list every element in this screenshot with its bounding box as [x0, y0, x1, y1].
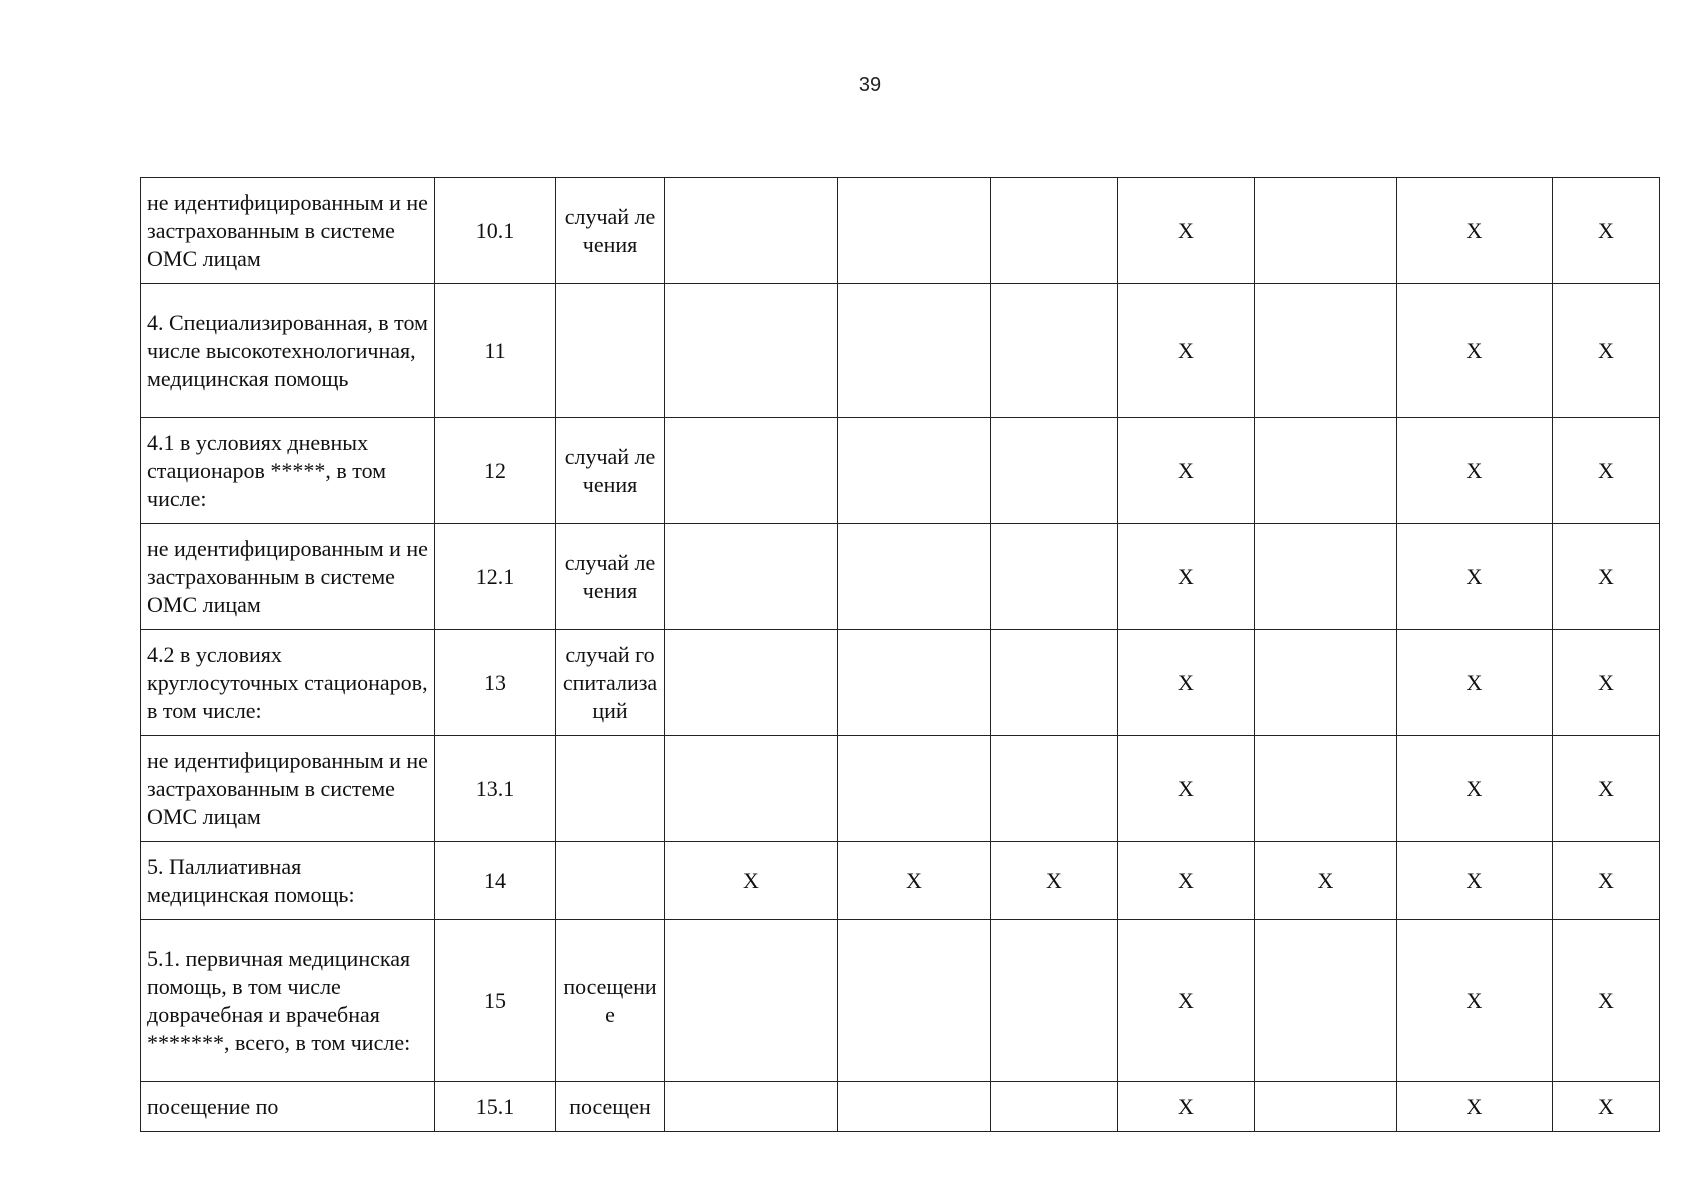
value-cell: X — [1553, 178, 1660, 284]
value-cell: X — [1118, 284, 1255, 418]
value-cell: X — [1397, 920, 1553, 1082]
value-cell — [991, 736, 1118, 842]
row-code: 15.1 — [435, 1082, 556, 1132]
value-cell: X — [1118, 524, 1255, 630]
row-label: 5. Паллиативная медицинская помощь: — [141, 842, 435, 920]
value-cell: X — [1553, 524, 1660, 630]
value-cell — [991, 524, 1118, 630]
value-cell — [665, 1082, 838, 1132]
value-cell: X — [1118, 630, 1255, 736]
value-cell: X — [1397, 1082, 1553, 1132]
value-cell: X — [1553, 920, 1660, 1082]
row-unit — [556, 284, 665, 418]
row-code: 12.1 — [435, 524, 556, 630]
value-cell — [665, 630, 838, 736]
value-cell — [838, 736, 991, 842]
value-cell — [838, 178, 991, 284]
value-cell — [838, 418, 991, 524]
value-cell — [991, 1082, 1118, 1132]
value-cell: X — [1397, 842, 1553, 920]
value-cell — [665, 736, 838, 842]
value-cell: X — [1118, 920, 1255, 1082]
value-cell — [991, 178, 1118, 284]
value-cell — [991, 920, 1118, 1082]
table-row — [141, 178, 1660, 284]
row-unit — [556, 736, 665, 842]
value-cell: X — [1118, 418, 1255, 524]
value-cell: X — [1553, 418, 1660, 524]
table-row — [141, 842, 1660, 920]
value-cell — [665, 524, 838, 630]
value-cell — [1255, 418, 1397, 524]
value-cell — [1255, 920, 1397, 1082]
value-cell: X — [838, 842, 991, 920]
row-unit: посещение — [556, 920, 665, 1082]
value-cell — [665, 178, 838, 284]
row-unit: случай госпитализаций — [556, 630, 665, 736]
value-cell: X — [1397, 630, 1553, 736]
value-cell — [1255, 178, 1397, 284]
value-cell — [1255, 524, 1397, 630]
value-cell: X — [991, 842, 1118, 920]
table-row — [141, 418, 1660, 524]
row-unit: случай лечения — [556, 524, 665, 630]
row-code: 10.1 — [435, 178, 556, 284]
table-row — [141, 630, 1660, 736]
value-cell: X — [1118, 178, 1255, 284]
value-cell: X — [1397, 178, 1553, 284]
value-cell — [838, 524, 991, 630]
row-code: 13.1 — [435, 736, 556, 842]
value-cell: X — [1118, 1082, 1255, 1132]
row-label: 5.1. первичная медицинская помощь, в том числе доврачебная и врачебная *******, всего, в том числе: — [141, 920, 435, 1082]
row-label: 4. Специализированная, в том числе высокотехнологичная, медицинская помощь — [141, 284, 435, 418]
value-cell — [1255, 1082, 1397, 1132]
row-label: 4.1 в условиях дневных стационаров *****, в том числе: — [141, 418, 435, 524]
row-unit: посещен — [556, 1082, 665, 1132]
row-unit: случай лечения — [556, 178, 665, 284]
value-cell: X — [1118, 842, 1255, 920]
page-number: 39 — [858, 74, 882, 96]
row-label: посещение по — [141, 1082, 435, 1132]
table-row — [141, 284, 1660, 418]
value-cell: X — [1397, 524, 1553, 630]
value-cell: X — [1553, 842, 1660, 920]
value-cell: X — [1397, 418, 1553, 524]
row-label: 4.2 в условиях круглосуточных стационаров, в том числе: — [141, 630, 435, 736]
row-label: не идентифицированным и не застрахованным в системе ОМС лицам — [141, 524, 435, 630]
value-cell — [838, 284, 991, 418]
row-code: 15 — [435, 920, 556, 1082]
value-cell: X — [665, 842, 838, 920]
value-cell — [1255, 284, 1397, 418]
table-row — [141, 736, 1660, 842]
row-code: 14 — [435, 842, 556, 920]
value-cell — [665, 920, 838, 1082]
value-cell — [1255, 630, 1397, 736]
row-code: 12 — [435, 418, 556, 524]
value-cell: X — [1255, 842, 1397, 920]
value-cell — [838, 1082, 991, 1132]
value-cell — [991, 418, 1118, 524]
value-cell: X — [1553, 1082, 1660, 1132]
row-code: 11 — [435, 284, 556, 418]
table-row — [141, 1082, 1660, 1132]
value-cell: X — [1553, 284, 1660, 418]
row-label: не идентифицированным и не застрахованным в системе ОМС лицам — [141, 736, 435, 842]
row-label: не идентифицированным и не застрахованным в системе ОМС лицам — [141, 178, 435, 284]
value-cell — [991, 630, 1118, 736]
value-cell: X — [1553, 736, 1660, 842]
value-cell: X — [1553, 630, 1660, 736]
value-cell: X — [1397, 284, 1553, 418]
data-table — [140, 177, 1660, 1132]
value-cell — [665, 418, 838, 524]
row-unit — [556, 842, 665, 920]
value-cell: X — [1397, 736, 1553, 842]
value-cell — [838, 630, 991, 736]
value-cell — [838, 920, 991, 1082]
value-cell: X — [1118, 736, 1255, 842]
table-row — [141, 524, 1660, 630]
value-cell — [665, 284, 838, 418]
value-cell — [991, 284, 1118, 418]
row-code: 13 — [435, 630, 556, 736]
row-unit: случай лечения — [556, 418, 665, 524]
table-row — [141, 920, 1660, 1082]
value-cell — [1255, 736, 1397, 842]
